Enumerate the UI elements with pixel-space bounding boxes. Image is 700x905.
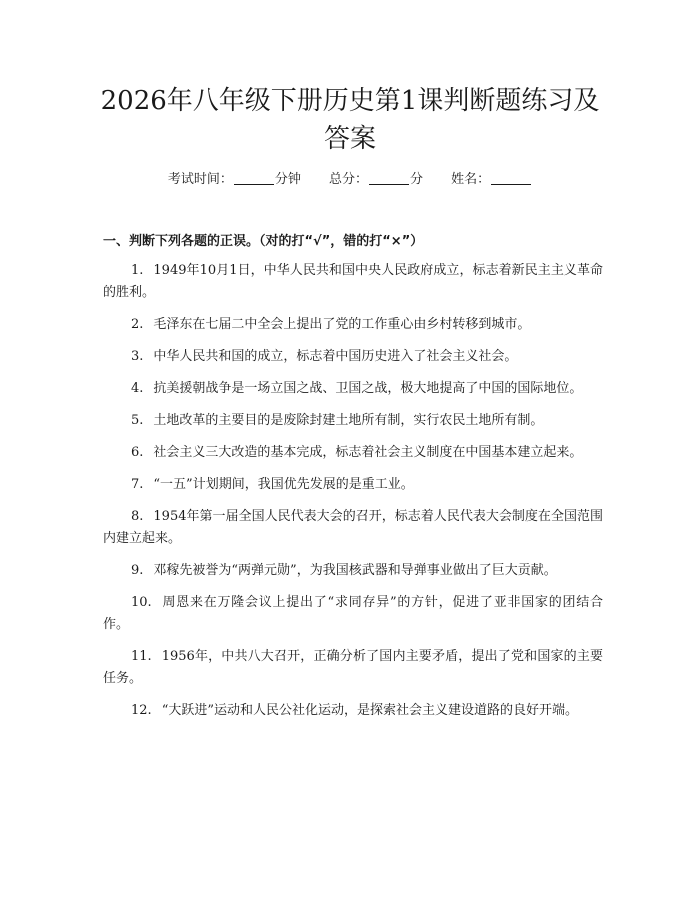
- question-text: 周恩来在万隆会议上提出了“求同存异”的方针，促进了亚非国家的团结合作。: [103, 595, 603, 632]
- question-text: 社会主义三大改造的基本完成，标志着社会主义制度在中国基本建立起来。: [153, 445, 583, 460]
- exam-time-blank: [234, 172, 274, 185]
- question-item: [103, 410, 603, 432]
- question-text: “一五”计划期间，我国优先发展的是重工业。: [153, 477, 414, 492]
- question-item: [103, 646, 603, 690]
- exam-meta: [0, 168, 700, 187]
- question-number: 12.: [131, 703, 152, 718]
- name-blank: [491, 172, 531, 185]
- question-number: 6.: [131, 445, 144, 460]
- exam-time-field: [168, 168, 301, 187]
- question-text: 1956年，中共八大召开，正确分析了国内主要矛盾，提出了党和国家的主要任务。: [103, 649, 603, 686]
- question-number: 2.: [131, 317, 144, 332]
- question-item: [103, 260, 603, 304]
- name-field: [451, 168, 532, 187]
- question-number: 9.: [131, 563, 144, 578]
- question-number: 8.: [131, 509, 144, 524]
- question-list: [103, 260, 603, 732]
- question-number: 4.: [131, 381, 144, 396]
- question-item: [103, 346, 603, 368]
- question-item: [103, 442, 603, 464]
- question-number: 7.: [131, 477, 144, 492]
- total-score-field: [329, 168, 423, 187]
- question-text: 毛泽东在七届二中全会上提出了党的工作重心由乡村转移到城市。: [153, 317, 531, 332]
- exam-time-label: 考试时间：: [167, 172, 233, 187]
- question-text: 邓稼先被誉为“两弹元勋”，为我国核武器和导弹事业做出了巨大贡献。: [153, 563, 557, 578]
- question-number: 1.: [131, 263, 144, 278]
- total-score-unit: 分: [410, 172, 424, 187]
- question-item: [103, 560, 603, 582]
- question-number: 11.: [131, 649, 152, 664]
- question-number: 5.: [131, 413, 144, 428]
- question-text: 土地改革的主要目的是废除封建土地所有制，实行农民土地所有制。: [153, 413, 544, 428]
- question-item: [103, 314, 603, 336]
- question-item: [103, 474, 603, 496]
- question-text: 1949年10月1日，中华人民共和国中央人民政府成立，标志着新民主主义革命的胜利。: [103, 263, 603, 300]
- question-text: 抗美援朝战争是一场立国之战、卫国之战，极大地提高了中国的国际地位。: [153, 381, 583, 396]
- question-item: [103, 592, 603, 636]
- question-item: [103, 506, 603, 550]
- question-item: [103, 700, 603, 722]
- section-heading: 一、判断下列各题的正误。（对的打“√”，错的打“×”）: [103, 234, 424, 249]
- question-number: 3.: [131, 349, 144, 364]
- exam-time-unit: 分钟: [274, 172, 301, 187]
- question-number: 10.: [131, 595, 152, 610]
- question-text: 中华人民共和国的成立，标志着中国历史进入了社会主义社会。: [153, 349, 518, 364]
- question-text: 1954年第一届全国人民代表大会的召开，标志着人民代表大会制度在全国范围内建立起来。: [103, 509, 603, 546]
- name-label: 姓名：: [451, 172, 491, 187]
- question-item: [103, 378, 603, 400]
- total-score-blank: [369, 172, 409, 185]
- question-text: “大跃进”运动和人民公社化运动，是探索社会主义建设道路的良好开端。: [161, 703, 578, 718]
- total-score-label: 总分：: [328, 172, 368, 187]
- page-title: 2026年八年级下册历史第1课判断题练习及答案: [100, 86, 600, 154]
